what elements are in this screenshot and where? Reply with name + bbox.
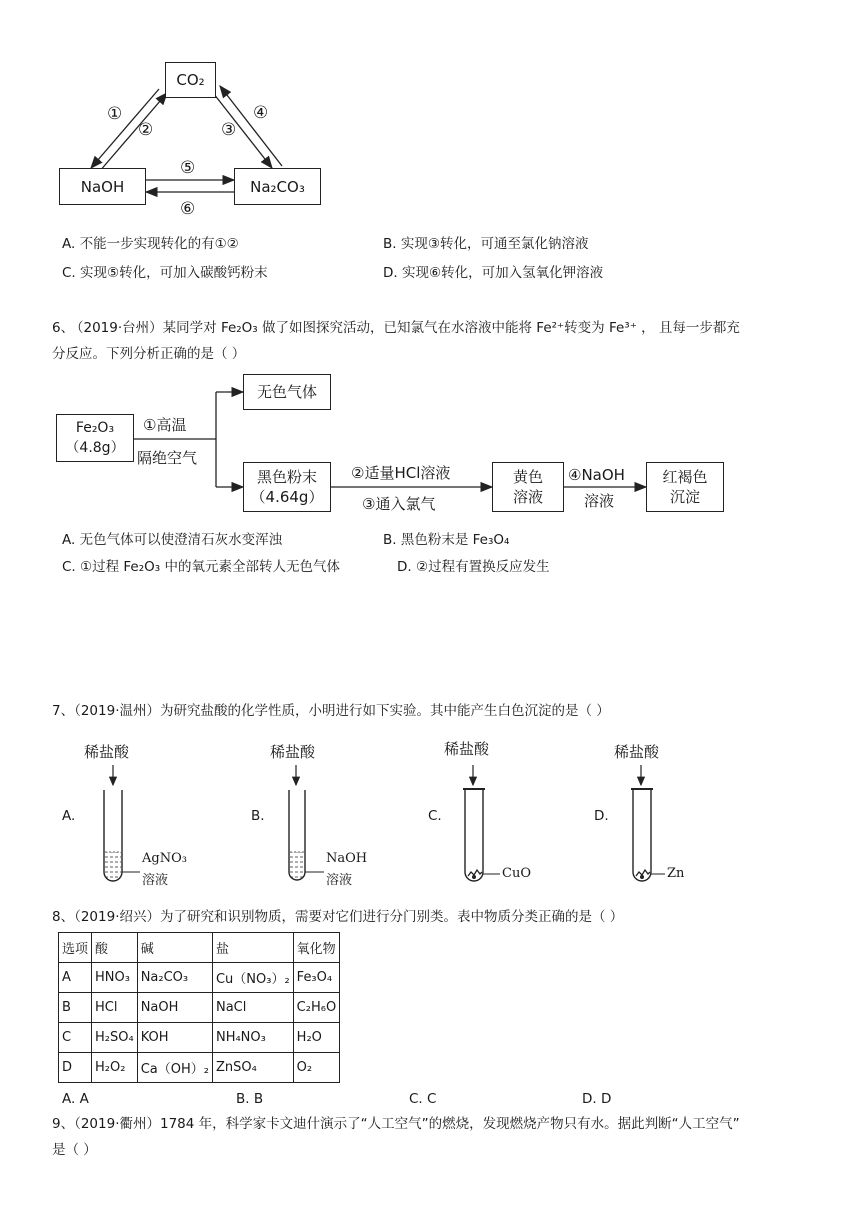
q6-option-c: C. ①过程 Fe₂O₃ 中的氧元素全部转人无色气体 bbox=[62, 559, 340, 575]
q8-stem: 8、（2019·绍兴）为了研究和识别物质，需要对它们进行分门别类。表中物质分类正确的是（ ） bbox=[52, 909, 624, 925]
yellow-solution-box bbox=[492, 462, 564, 512]
table-cell: Cu（NO₃）₂ bbox=[212, 963, 293, 993]
table-cell: O₂ bbox=[293, 1053, 340, 1083]
table-row bbox=[59, 1053, 340, 1083]
table-cell: KOH bbox=[137, 1023, 212, 1053]
black-powder-mass: （4.64g） bbox=[250, 488, 324, 506]
table-cell: H₂O₂ bbox=[92, 1053, 138, 1083]
table-row bbox=[59, 1023, 340, 1053]
table-cell: C bbox=[59, 1023, 92, 1053]
table-header-cell: 碱 bbox=[137, 933, 212, 963]
arrow-label-5: ⑤ bbox=[180, 158, 196, 178]
table-cell: NaOH bbox=[137, 993, 212, 1023]
table-row bbox=[59, 963, 340, 993]
table-cell: A bbox=[59, 963, 92, 993]
q6-option-b: B. 黑色粉末是 Fe₃O₄ bbox=[383, 532, 510, 548]
table-cell: Na₂CO₃ bbox=[137, 963, 212, 993]
table-header-cell: 选项 bbox=[59, 933, 92, 963]
q7-tube-drawings bbox=[0, 760, 860, 890]
tube-b-reagent: 稀盐酸 bbox=[270, 743, 316, 761]
tube-b-letter: B. bbox=[251, 808, 265, 824]
tube-b-label-1: NaOH bbox=[326, 851, 368, 866]
table-cell: Ca（OH）₂ bbox=[137, 1053, 212, 1083]
co2-box: CO₂ bbox=[165, 62, 216, 98]
step4-label-b: 溶液 bbox=[584, 492, 615, 510]
black-powder-box bbox=[243, 462, 331, 512]
q5-option-b: B. 实现③转化，可通至氯化钠溶液 bbox=[383, 236, 589, 252]
fe2o3-mass: （4.8g） bbox=[65, 440, 125, 456]
fe2o3-box bbox=[56, 414, 134, 462]
step1-label-b: 隔绝空气 bbox=[137, 449, 198, 467]
table-row bbox=[59, 993, 340, 1023]
q8-option-c: C. C bbox=[409, 1091, 437, 1107]
step3-label: ③通入氯气 bbox=[362, 495, 436, 513]
tube-a-letter: A. bbox=[62, 808, 76, 824]
q7-stem: 7、（2019·温州）为研究盐酸的化学性质，小明进行如下实验。其中能产生白色沉淀的是（ ） bbox=[52, 703, 610, 719]
table-cell: D bbox=[59, 1053, 92, 1083]
table-cell: NH₄NO₃ bbox=[212, 1023, 293, 1053]
table-cell: H₂O bbox=[293, 1023, 340, 1053]
q8-option-b: B. B bbox=[236, 1091, 264, 1107]
tube-a-reagent: 稀盐酸 bbox=[84, 743, 130, 761]
table-cell: C₂H₆O bbox=[293, 993, 340, 1023]
q8-option-a: A. A bbox=[62, 1091, 89, 1107]
tube-b-label-2: 溶液 bbox=[326, 873, 353, 888]
table-header-cell: 酸 bbox=[92, 933, 138, 963]
arrow-3 bbox=[210, 89, 272, 168]
table-cell: B bbox=[59, 993, 92, 1023]
table-header-cell: 氧化物 bbox=[293, 933, 340, 963]
arrow-label-2: ② bbox=[138, 120, 154, 140]
red-precipitate-label-2: 沉淀 bbox=[669, 488, 700, 506]
q6-option-a: A. 无色气体可以使澄清石灰水变浑浊 bbox=[62, 532, 283, 548]
tube-c-reagent: 稀盐酸 bbox=[444, 740, 490, 758]
table-header-row bbox=[59, 933, 340, 963]
tube-d-letter: D. bbox=[594, 808, 609, 824]
step4-label-a: ④NaOH bbox=[568, 466, 625, 484]
tube-a-label-2: 溶液 bbox=[142, 873, 169, 888]
q5-option-c: C. 实现⑤转化，可加入碳酸钙粉末 bbox=[62, 265, 268, 281]
tube-d-reagent: 稀盐酸 bbox=[614, 743, 660, 761]
black-powder-label: 黑色粉末 bbox=[256, 468, 317, 486]
yellow-solution-label-2: 溶液 bbox=[512, 488, 543, 506]
step2-label: ②适量HCl溶液 bbox=[351, 464, 451, 482]
red-precipitate-label-1: 红褐色 bbox=[662, 468, 708, 486]
arrow-label-6: ⑥ bbox=[180, 199, 196, 219]
arrow-label-3: ③ bbox=[221, 120, 237, 140]
q9-stem-line1: 9、（2019·衢州）1784 年，科学家卡文迪什演示了“人工空气”的燃烧，发现燃烧产物只有水。据此判断“人工空气” bbox=[52, 1116, 740, 1132]
tube-a-label-1: AgNO₃ bbox=[142, 851, 187, 866]
yellow-solution-label-1: 黄色 bbox=[512, 468, 543, 486]
arrow-label-4: ④ bbox=[253, 103, 269, 123]
table-cell: HCl bbox=[92, 993, 138, 1023]
table-cell: NaCl bbox=[212, 993, 293, 1023]
classification-table bbox=[58, 932, 340, 1083]
tube-d-label: Zn bbox=[667, 866, 685, 881]
q6-number: 6、 bbox=[52, 320, 75, 336]
na2co3-box: Na₂CO₃ bbox=[234, 168, 321, 205]
q6-stem-line2: 分反应。下列分析正确的是（ ） bbox=[52, 346, 246, 362]
q6-option-d: D. ②过程有置换反应发生 bbox=[397, 559, 550, 575]
q5-option-a: A. 不能一步实现转化的有①② bbox=[62, 236, 239, 252]
table-cell: Fe₃O₄ bbox=[293, 963, 340, 993]
q8-option-d: D. D bbox=[582, 1091, 612, 1107]
tube-c-label: CuO bbox=[502, 866, 531, 881]
table-cell: HNO₃ bbox=[92, 963, 138, 993]
red-precipitate-box bbox=[646, 462, 724, 512]
q5-option-d: D. 实现⑥转化，可加入氢氧化钾溶液 bbox=[383, 265, 604, 281]
table-header-cell: 盐 bbox=[212, 933, 293, 963]
table-cell: H₂SO₄ bbox=[92, 1023, 138, 1053]
q6-stem-line1: （2019·台州）某同学对 Fe₂O₃ 做了如图探究活动，已知氯气在水溶液中能将 Fe²⁺转变为 Fe³⁺ ， 且每一步都充 bbox=[70, 320, 740, 336]
arrow-label-1: ① bbox=[107, 104, 123, 124]
tube-c-letter: C. bbox=[428, 808, 442, 824]
step1-label-a: ①高温 bbox=[143, 416, 187, 434]
q9-stem-line2: 是（ ） bbox=[52, 1142, 97, 1158]
naoh-box: NaOH bbox=[59, 168, 146, 205]
colorless-gas-box: 无色气体 bbox=[243, 374, 331, 410]
table-cell: ZnSO₄ bbox=[212, 1053, 293, 1083]
fe2o3-formula: Fe₂O₃ bbox=[75, 420, 115, 436]
